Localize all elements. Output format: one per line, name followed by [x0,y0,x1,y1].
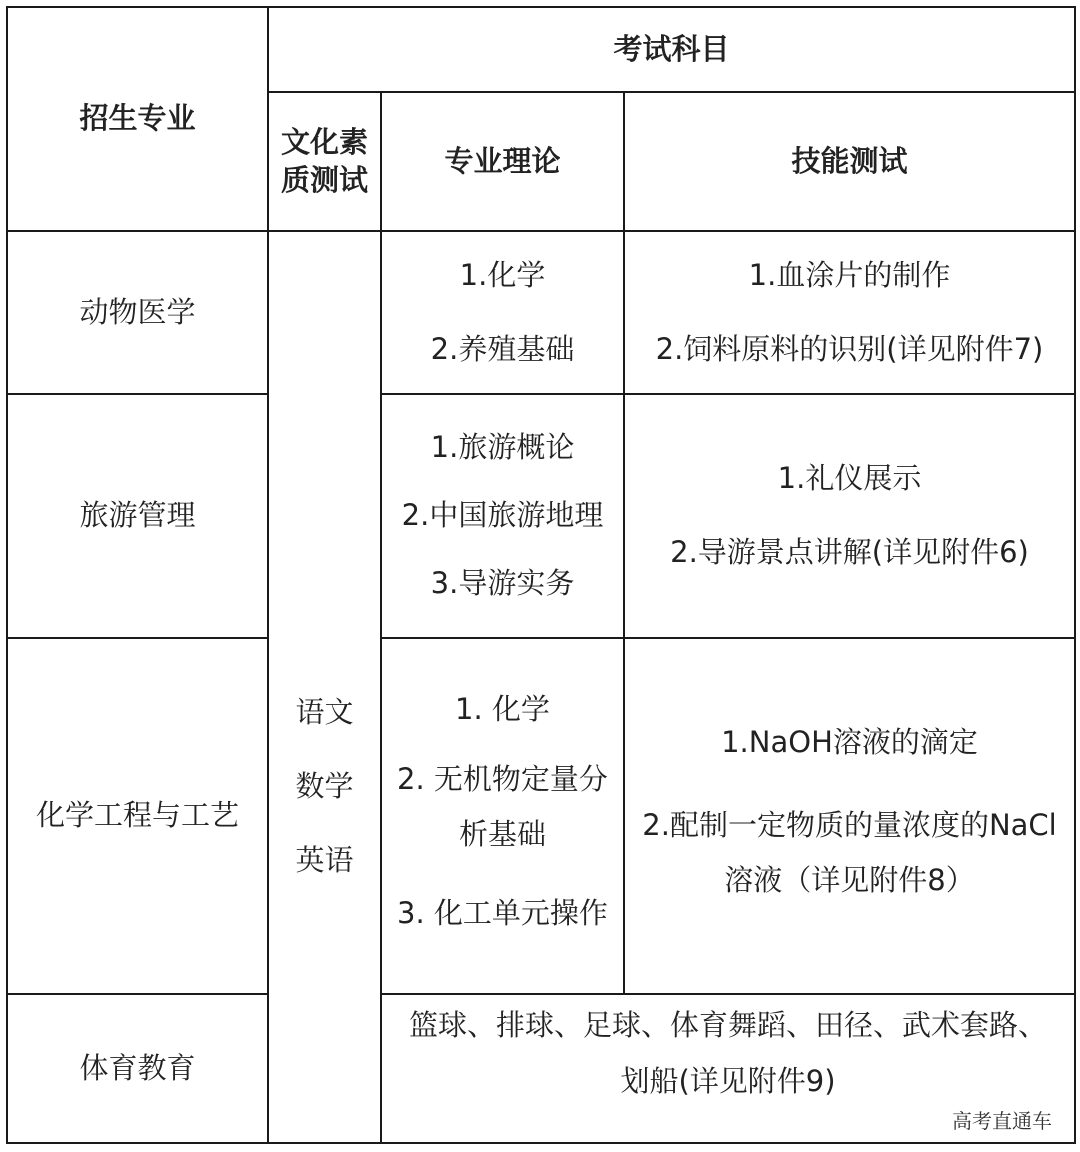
header-theory: 专业理论 [381,92,624,231]
skill-item: 1.血涂片的制作 [748,257,951,292]
combined-exam-text: 篮球、排球、足球、体育舞蹈、田径、武术套路、划船(详见附件9) [409,1008,1048,1098]
watermark-text: 高考直通车 [952,1109,1052,1133]
exam-subjects-table [6,6,1076,1144]
culture-subject: 英语 [295,842,354,877]
theory-item: 1.旅游概论 [430,430,575,465]
theory-item: 1. 化学 [455,691,550,726]
major-cell: 体育教育 [7,994,268,1143]
skill-item: 2.饲料原料的识别(详见附件7) [655,331,1044,366]
skill-item: 1.NaOH溶液的滴定 [721,725,978,760]
theory-cell [381,638,624,994]
theory-cell [381,394,624,638]
major-cell: 化学工程与工艺 [7,638,268,994]
culture-subject: 数学 [295,769,354,804]
skill-item: 2.导游景点讲解(详见附件6) [670,535,1029,569]
skill-item: 1.礼仪展示 [777,461,922,496]
theory-item: 3. 化工单元操作 [397,896,608,931]
header-major: 招生专业 [7,7,268,231]
skill-cell [624,231,1075,394]
culture-subjects-cell [268,231,381,1143]
skill-cell [624,638,1075,994]
theory-item: 1.化学 [459,257,546,292]
header-skill: 技能测试 [624,92,1075,231]
theory-item: 3.导游实务 [430,565,575,600]
header-exam-subjects: 考试科目 [268,7,1075,92]
header-culture-test: 文化素质测试 [268,92,381,231]
skill-item: 2.配制一定物质的量浓度的NaCl溶液（详见附件8） [642,807,1057,897]
theory-item: 2.中国旅游地理 [401,498,604,533]
skill-cell [624,394,1075,638]
major-cell: 旅游管理 [7,394,268,638]
theory-cell [381,231,624,394]
major-cell: 动物医学 [7,231,268,394]
theory-item: 2.养殖基础 [430,331,575,366]
theory-item: 2. 无机物定量分析基础 [397,762,608,852]
culture-subject: 语文 [295,695,354,730]
